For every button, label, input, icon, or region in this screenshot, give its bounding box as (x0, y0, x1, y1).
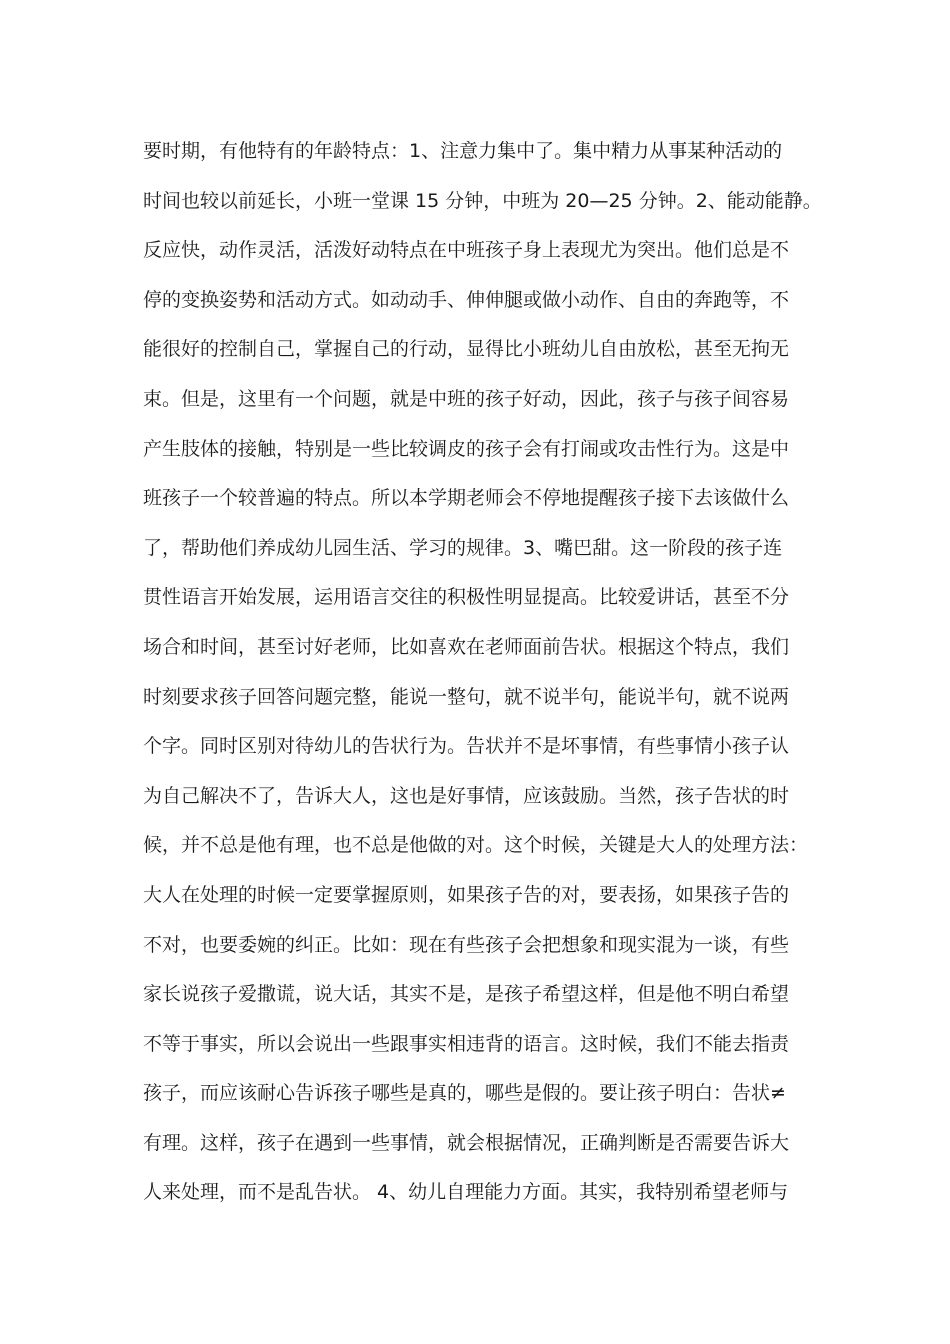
text-line: 不对，也要委婉的纠正。比如：现在有些孩子会把想象和现实混为一谈，有些 (143, 933, 790, 956)
body-text (143, 128, 843, 1219)
text-line: 家长说孩子爱撒谎，说大话，其实不是，是孩子希望这样，但是他不明白希望 (143, 983, 790, 1006)
text-line: 时间也较以前延长，小班一堂课 15 分钟，中班为 20—25 分钟。2、能动能静。 (143, 189, 822, 212)
text-line: 贯性语言开始发展，运用语言交往的积极性明显提高。比较爱讲话，甚至不分 (143, 586, 790, 609)
text-line: 人来处理，而不是乱告状。 4、幼儿自理能力方面。其实，我特别希望老师与 (143, 1181, 789, 1204)
text-line: 候，并不总是他有理，也不总是他做的对。这个时候，关键是大人的处理方法： (143, 834, 809, 857)
text-line: 停的变换姿势和活动方式。如动动手、伸伸腿或做小动作、自由的奔跑等，不 (143, 288, 790, 311)
text-line: 为自己解决不了，告诉大人，这也是好事情，应该鼓励。当然，孩子告状的时 (143, 784, 790, 807)
text-line: 不等于事实，所以会说出一些跟事实相违背的语言。这时候，我们不能去指责 (143, 1032, 790, 1055)
text-line: 束。但是，这里有一个问题，就是中班的孩子好动，因此，孩子与孩子间容易 (143, 387, 790, 410)
text-line: 个字。同时区别对待幼儿的告状行为。告状并不是坏事情，有些事情小孩子认 (143, 735, 790, 758)
text-line: 产生肢体的接触，特别是一些比较调皮的孩子会有打闹或攻击性行为。这是中 (143, 437, 790, 460)
text-line: 要时期，有他特有的年龄特点：1、注意力集中了。集中精力从事某种活动的 (143, 140, 783, 162)
text-line: 孩子，而应该耐心告诉孩子哪些是真的，哪些是假的。要让孩子明白：告状≠ (143, 1082, 786, 1105)
text-line: 场合和时间，甚至讨好老师，比如喜欢在老师面前告状。根据这个特点，我们 (143, 635, 790, 658)
text-line: 反应快，动作灵活，活泼好动特点在中班孩子身上表现尤为突出。他们总是不 (143, 239, 790, 262)
text-line: 时刻要求孩子回答问题完整，能说一整句，就不说半句，能说半句，就不说两 (143, 685, 790, 708)
text-line: 大人在处理的时候一定要掌握原则，如果孩子告的对，要表扬，如果孩子告的 (143, 883, 790, 906)
text-line: 有理。这样，孩子在遇到一些事情，就会根据情况，正确判断是否需要告诉大 (143, 1131, 790, 1154)
text-line: 了，帮助他们养成幼儿园生活、学习的规律。3、嘴巴甜。这一阶段的孩子连 (143, 536, 783, 559)
text-line: 能很好的控制自己，掌握自己的行动，显得比小班幼儿自由放松，甚至无拘无 (143, 338, 790, 361)
text-line: 班孩子一个较普遍的特点。所以本学期老师会不停地提醒孩子接下去该做什么 (143, 487, 790, 510)
